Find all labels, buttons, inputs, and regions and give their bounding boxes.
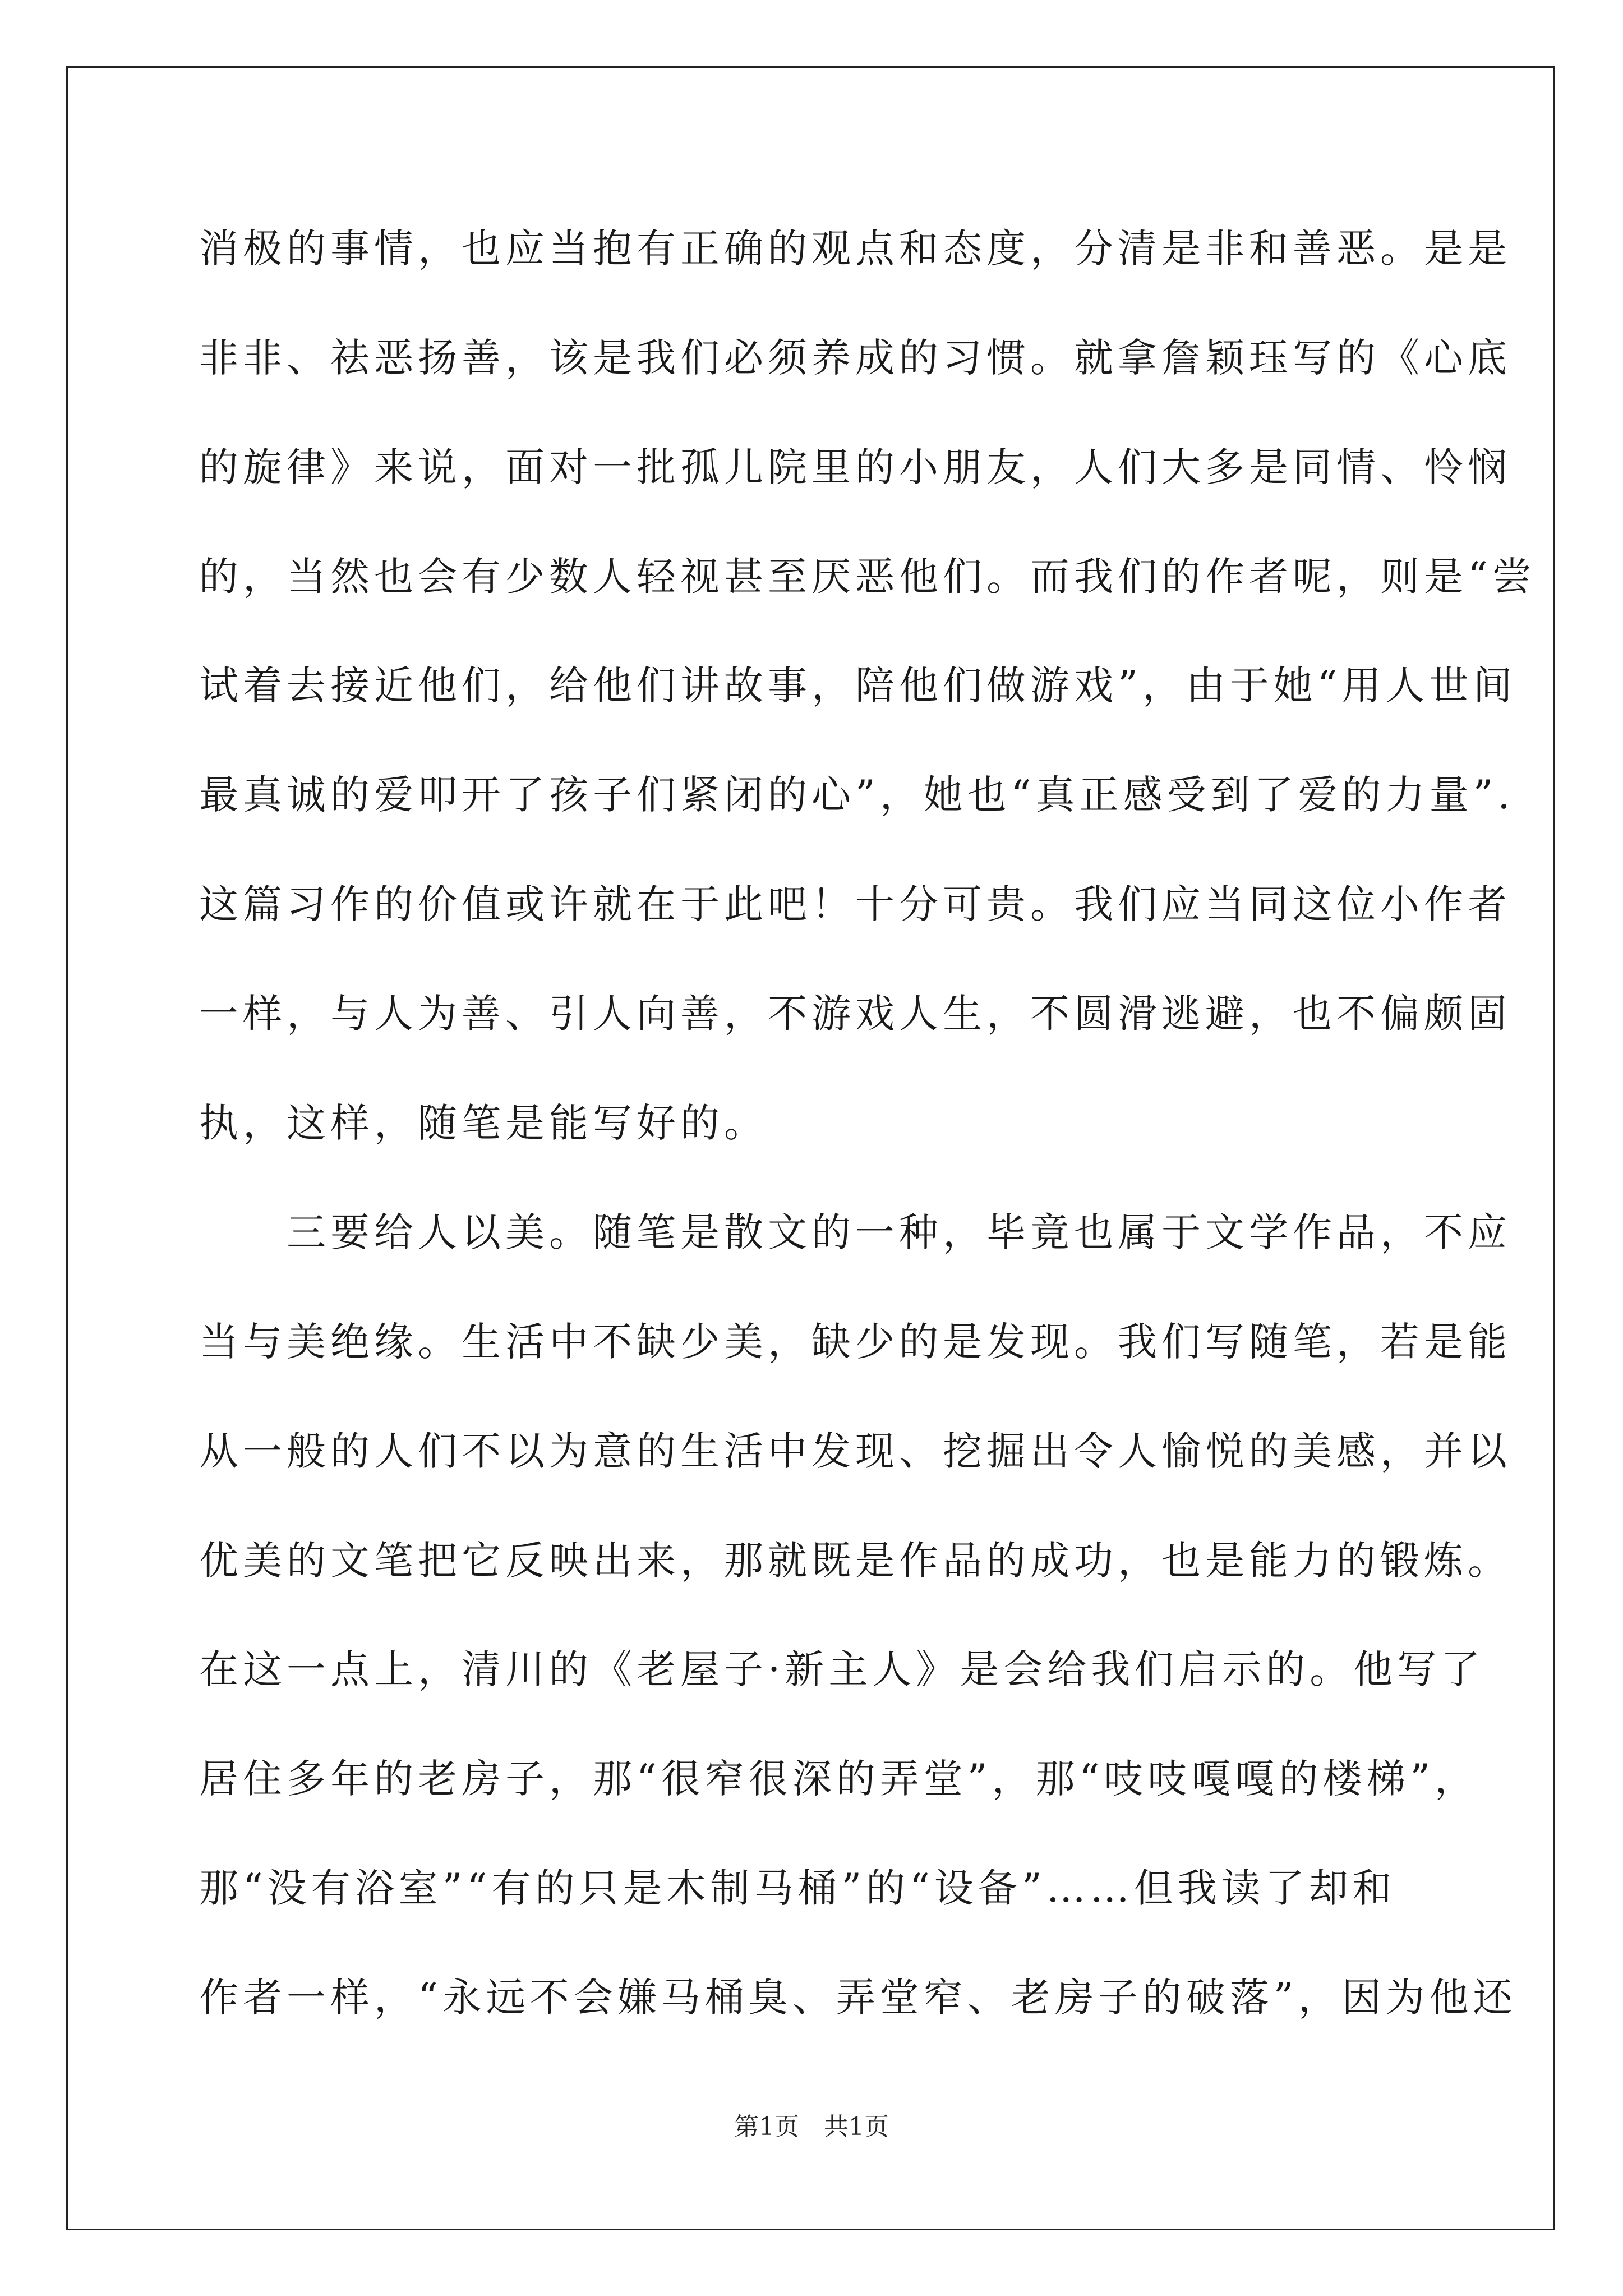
text-line: 执，这样，随笔是能写好的。 <box>199 1100 768 1146</box>
text-line: 作者一样，“永远不会嫌马桶臭、弄堂窄、老房子的破落”，因为他还 <box>199 1975 1517 2021</box>
text-line: 非非、祛恶扬善，该是我们必须养成的习惯。就拿詹颖珏写的《心底 <box>199 335 1511 381</box>
text-line: 那“没有浴室”“有的只是木制马桶”的“设备”……但我读了却和 <box>199 1865 1396 1911</box>
text-line: 三要给人以美。随笔是散文的一种，毕竟也属于文学作品，不应 <box>199 1209 1511 1255</box>
text-line: 居住多年的老房子，那“很窄很深的弄堂”，那“吱吱嘎嘎的楼梯”， <box>199 1756 1479 1802</box>
text-line: 优美的文笔把它反映出来，那就既是作品的成功，也是能力的锻炼。 <box>199 1538 1511 1584</box>
text-line: 这篇习作的价值或许就在于此吧！十分可贵。我们应当同这位小作者 <box>199 881 1511 927</box>
text-line: 从一般的人们不以为意的生活中发现、挖掘出令人愉悦的美感，并以 <box>199 1428 1511 1474</box>
text-line: 最真诚的爱叩开了孩子们紧闭的心”，她也“真正感受到了爱的力量”. <box>199 772 1515 818</box>
text-line: 当与美绝缘。生活中不缺少美，缺少的是发现。我们写随笔，若是能 <box>199 1319 1511 1365</box>
text-line: 的旋律》来说，面对一批孤儿院里的小朋友，人们大多是同情、怜悯 <box>199 444 1511 490</box>
page-number-footer: 第1页 共1页 <box>734 2113 889 2141</box>
text-line: 一样，与人为善、引人向善，不游戏人生，不圆滑逃避，也不偏颇固 <box>199 991 1511 1037</box>
text-line: 在这一点上，清川的《老屋子·新主人》是会给我们启示的。他写了 <box>199 1646 1485 1692</box>
text-line: 试着去接近他们，给他们讲故事，陪他们做游戏”，由于她“用人世间 <box>199 662 1517 708</box>
text-line: 消极的事情，也应当抱有正确的观点和态度，分清是非和善恶。是是 <box>199 226 1511 272</box>
text-line: 的，当然也会有少数人轻视甚至厌恶他们。而我们的作者呢，则是“尝 <box>199 554 1536 600</box>
